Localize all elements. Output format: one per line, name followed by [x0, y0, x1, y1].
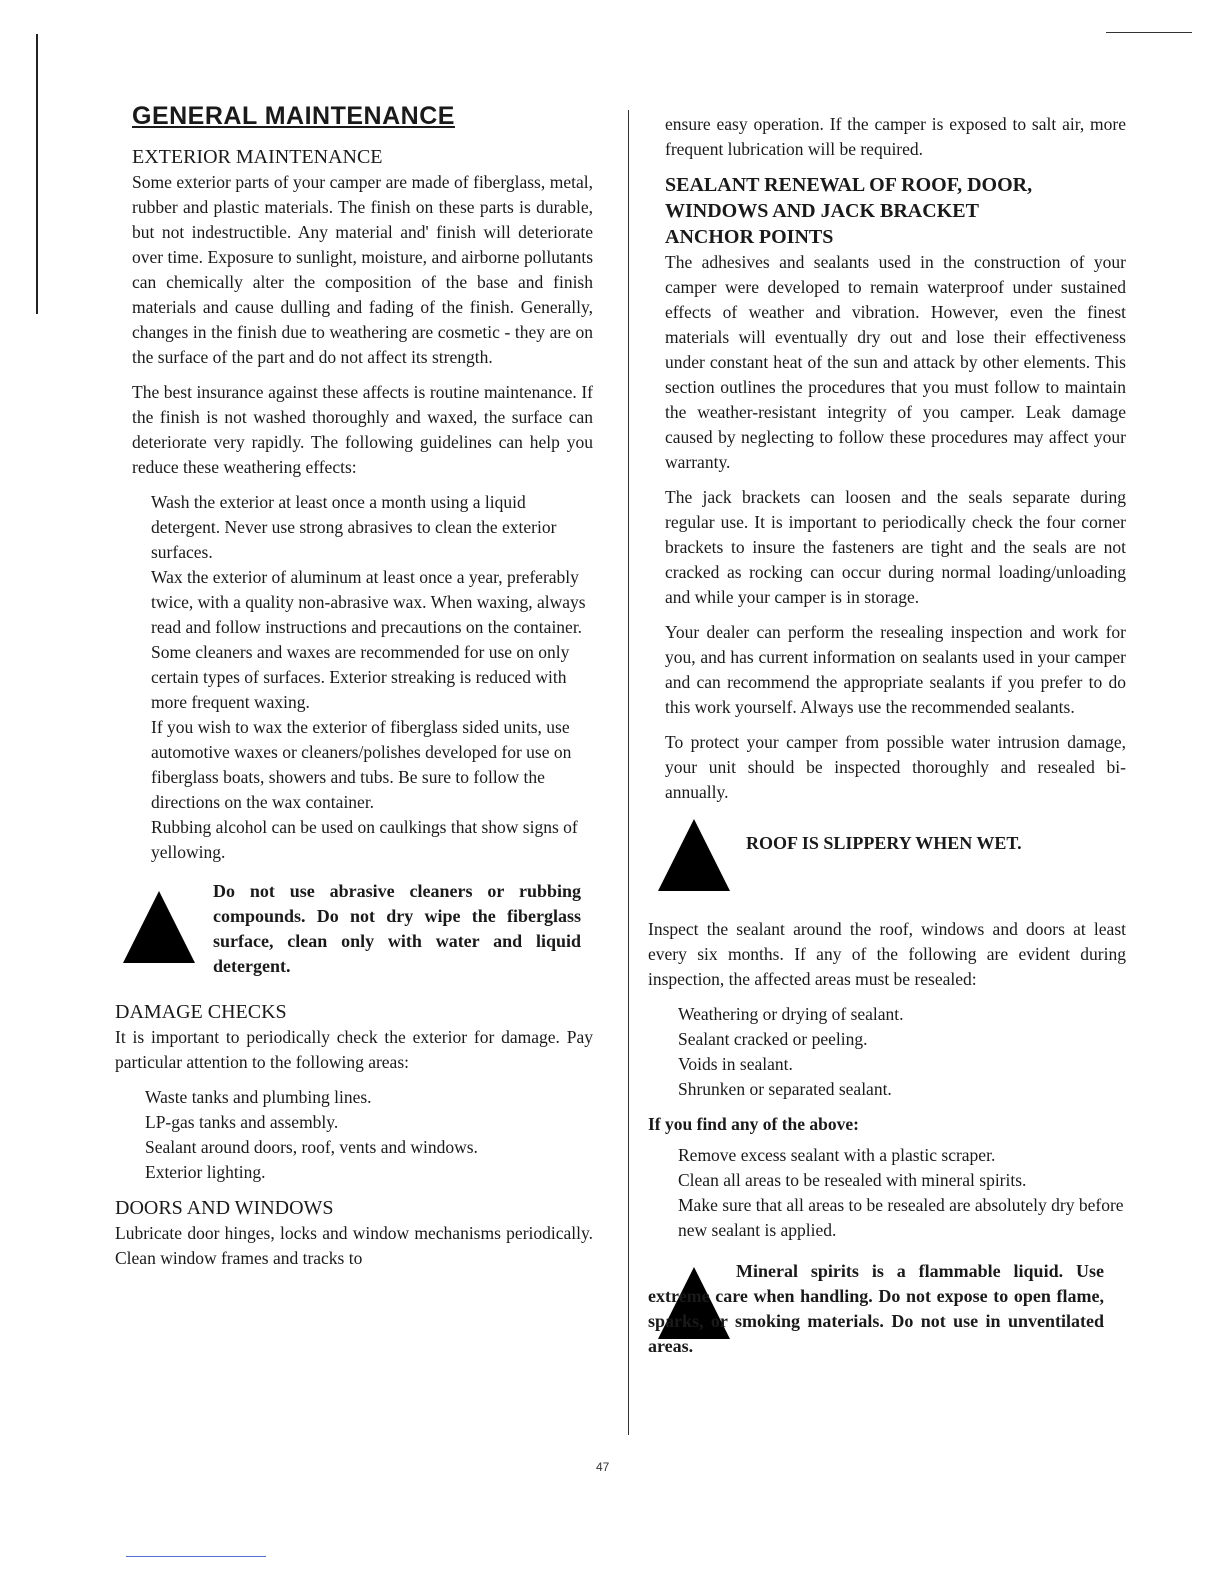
warning-triangle-icon [658, 819, 730, 891]
sealant-paragraph-3: Your dealer can perform the resealing inspection and work for you, and has current information on sealants used in your camper and can recommend the appropriate sealants if you prefer to do this work yourself. Always use the recommended sealants. [665, 622, 1126, 717]
roof-warning [648, 819, 1126, 907]
mineral-spirits-warning [648, 1259, 1126, 1355]
guideline-item: Rubbing alcohol can be used on caulkings that show signs of yellowing. [151, 817, 578, 862]
sealant-heading-line: SEALANT RENEWAL OF ROOF, DOOR, [665, 174, 1033, 196]
reseal-step-item: Clean all areas to be resealed with mineral spirits. [678, 1170, 1027, 1190]
damage-area-item: Exterior lighting. [145, 1162, 266, 1182]
warning-triangle-icon [123, 891, 195, 963]
sealant-renewal-heading [648, 172, 1126, 250]
guideline-item: If you wish to wax the exterior of fiberglass sided units, use automotive waxes or cleaners/polishes developed for use on fiberglass boats, showers and tubs. Be sure to follow the directions on the wax container. [151, 717, 572, 812]
abrasive-warning [115, 879, 593, 989]
exterior-paragraph-1: Some exterior parts of your camper are made of fiberglass, metal, rubber and plastic materials. The finish on these parts is durable, but not indestructible. Any material and' finish will deteriorate over time. Exposure to sunlight, moisture, and airborne pollutants can chemically alter the composition of the base and finish materials and cause dulling and fading of the finish. Generally, changes in the finish due to weathering are cosmetic - they are on the surface of the part and do not affect its strength. [132, 172, 593, 367]
evidence-item: Sealant cracked or peeling. [678, 1029, 868, 1049]
damage-area-item: Waste tanks and plumbing lines. [145, 1087, 372, 1107]
doors-windows-text: Lubricate door hinges, locks and window mechanisms periodically. Clean window frames and tracks to [115, 1223, 593, 1268]
sealant-evidence-list [648, 1002, 1126, 1102]
scan-bottom-line [126, 1556, 266, 1557]
mineral-spirits-warning-text: Mineral spirits is a flammable liquid. Use extreme care when handling. Do not expose to open flame, sparks, or smoking materials. Do not use in unventilated areas. [648, 1261, 1104, 1356]
sealant-inspection-paragraph: Inspect the sealant around the roof, windows and doors at least every six months. If any of the following are evident during inspection, the affected areas must be resealed: [648, 919, 1126, 989]
damage-areas-list [115, 1085, 593, 1185]
damage-area-item: LP-gas tanks and assembly. [145, 1112, 339, 1132]
evidence-item: Shrunken or separated sealant. [678, 1079, 892, 1099]
sealant-paragraph-2: The jack brackets can loosen and the seals separate during regular use. It is important to periodically check the four corner brackets to insure the fasteners are tight and the seals are not cracked as rocking can occur during normal loading/unloading and while your camper is in storage. [665, 487, 1126, 607]
guideline-item: Wash the exterior at least once a month using a liquid detergent. Never use strong abrasives to clean the exterior surfaces. [151, 492, 557, 562]
doors-windows-continued: ensure easy operation. If the camper is exposed to salt air, more frequent lubrication will be required. [665, 114, 1126, 159]
reseal-step-item: Make sure that all areas to be resealed are absolutely dry before new sealant is applied. [678, 1195, 1124, 1240]
page-number: 47 [596, 1460, 610, 1474]
damage-intro: It is important to periodically check the exterior for damage. Pay particular attention to the following areas: [115, 1027, 593, 1072]
left-column [115, 100, 593, 1281]
evidence-item: Weathering or drying of sealant. [678, 1004, 904, 1024]
roof-warning-text: ROOF IS SLIPPERY WHEN WET. [746, 833, 1022, 853]
sealant-heading-line: WINDOWS AND JACK BRACKET [665, 200, 979, 222]
doors-windows-heading: DOORS AND WINDOWS [115, 1197, 334, 1219]
evidence-item: Voids in sealant. [678, 1054, 793, 1074]
exterior-paragraph-2: The best insurance against these affects is routine maintenance. If the finish is not washed thoroughly and waxed, the surface can deteriorate very rapidly. The following guidelines can help you reduce these weathering effects: [132, 382, 593, 477]
damage-area-item: Sealant around doors, roof, vents and windows. [145, 1137, 478, 1157]
exterior-maintenance-heading: EXTERIOR MAINTENANCE [132, 146, 383, 168]
right-column [648, 112, 1126, 1365]
reseal-step-item: Remove excess sealant with a plastic scraper. [678, 1145, 996, 1165]
find-above-label: If you find any of the above: [648, 1114, 859, 1134]
scan-margin-line [36, 34, 38, 314]
page-title: GENERAL MAINTENANCE [132, 102, 455, 130]
sealant-paragraph-4: To protect your camper from possible water intrusion damage, your unit should be inspected thoroughly and resealed bi-annually. [665, 732, 1126, 802]
guideline-item: Wax the exterior of aluminum at least once a year, preferably twice, with a quality non-abrasive wax. When waxing, always read and follow instructions and precautions on the container. Some cleaners and waxes are recommended for use on only certain types of surfaces. Exterior streaking is reduced with more frequent waxing. [151, 567, 586, 712]
guidelines-list [115, 490, 593, 865]
damage-checks-heading: DAMAGE CHECKS [115, 1001, 287, 1023]
abrasive-warning-text: Do not use abrasive cleaners or rubbing compounds. Do not dry wipe the fiberglass surface, clean only with water and liquid detergent. [213, 881, 581, 976]
sealant-paragraph-1: The adhesives and sealants used in the construction of your camper were developed to remain waterproof under sustained effects of weather and vibration. However, even the finest materials will eventually dry out and lose their effectiveness under constant heat of the sun and attack by other elements. This section outlines the procedures that you must follow to maintain the weather-resistant integrity of you camper. Leak damage caused by neglecting to follow these procedures may affect your warranty. [665, 252, 1126, 472]
column-divider [628, 110, 629, 1435]
reseal-steps-list [648, 1143, 1126, 1243]
scan-top-line [1106, 32, 1192, 33]
sealant-heading-line: ANCHOR POINTS [665, 226, 834, 248]
